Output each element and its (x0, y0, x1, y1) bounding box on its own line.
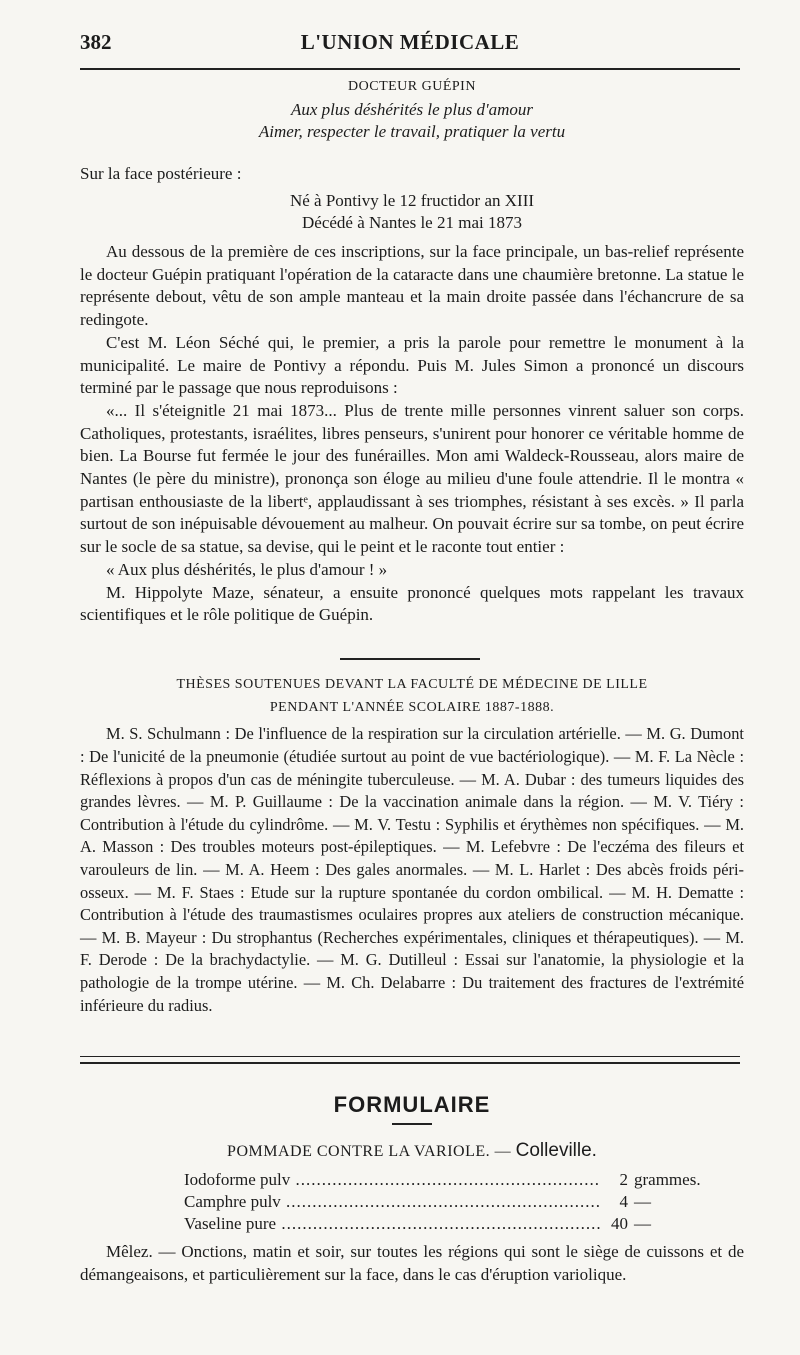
recipe-instructions: Mêlez. — Onctions, matin et soir, sur toutes les régions qui sont le siège de cuissons et de démangeaisons, et particulièrement sur la face, dans le cas d'éruption variolique. (80, 1242, 744, 1285)
formulaire-rule (392, 1123, 432, 1125)
recipe-heading (80, 1139, 744, 1164)
theses-heading-1: THÈSES SOUTENUES DEVANT LA FACULTÉ DE MÉDECINE DE LILLE (176, 677, 648, 692)
paragraph-maze: M. Hippolyte Maze, sénateur, a ensuite prononcé quelques mots rappelant les travaux scientifiques et le rôle politique de Guépin. (80, 582, 744, 625)
ingredient-name: Camphre pulv ..... (184, 1191, 600, 1213)
header-rule (80, 68, 740, 70)
paragraph-bas-relief: Au dessous de la première de ces inscriptions, sur la face principale, un bas-relief représente le docteur Guépin pratiquant l'opération de la cataracte dans une chaumière bretonne. La statue le représente debout, vêtu de son ample manteau et la main droite passée dans l'échancrure de sa redingote. (80, 242, 744, 330)
article-body (80, 241, 744, 627)
ingredient-row (184, 1191, 724, 1213)
formulaire-section (80, 1094, 744, 1287)
inscription-back-label: Sur la face postérieure : (80, 164, 242, 183)
ingredient-row (184, 1213, 724, 1235)
running-header (80, 30, 740, 64)
ingredient-unit: — (634, 1192, 651, 1212)
double-rule-top (80, 1056, 740, 1057)
page-number: 382 (80, 30, 112, 54)
ingredient-list (184, 1169, 724, 1235)
ingredient-row (184, 1169, 724, 1191)
double-rule-bottom (80, 1062, 740, 1064)
ingredient-unit: — (634, 1214, 651, 1234)
ingredient-name: Iodoforme pulv ..... (184, 1169, 600, 1191)
theses-section (80, 674, 744, 1017)
inscription-front (80, 76, 744, 144)
recipe-author: Colleville. (515, 1139, 597, 1161)
paragraph-ceremony: C'est M. Léon Séché qui, le premier, a pris la parole pour remettre le monument à la municipalité. Le maire de Pontivy a répondu. Puis M. Jules Simon a prononcé un discours terminé par le passage que nous reproduisons : (80, 332, 744, 398)
inscription-birth: Né à Pontivy le 12 fructidor an XIII (289, 190, 535, 210)
theses-heading-2: PENDANT L'ANNÉE SCOLAIRE 1887-1888. (269, 699, 555, 715)
journal-title: L'UNION MÉDICALE (300, 30, 520, 54)
inscription-death: Décédé à Nantes le 21 mai 1873 (302, 213, 522, 233)
paragraph-motto-quote: « Aux plus déshérités, le plus d'amour ! » (106, 559, 388, 579)
inscription-motto-2: Aimer, respecter le travail, pratiquer la vertu (258, 122, 566, 142)
inscription-motto-1: Aux plus déshérités le plus d'amour (290, 99, 534, 119)
paragraph-speech: «... Il s'éteignitle 21 mai 1873... Plus de trente mille personnes vinrent saluer son corps. Catholiques, protestants, israélites, libres penseurs, s'unirent pour honorer ce véritable homme de bien. La Bourse fut fermée le jour des funérailles. Mon ami Waldeck-Rousseau, alors maire de Nantes (le père du ministre), prononça son éloge au milieu d'une foule attendrie. Il le montra « partisan enthousiaste de la libertᵉ, applaudissant à ses triomphes, résistant à ses excès. » Il parla surtout de son inépuisable dévouement au malheur. On pouvait écrire sur sa tombe, on peut écrire sur le socle de sa statue, sa devise, qui le peint et le raconte tout entier : (80, 400, 744, 557)
ingredient-qty: 40 (611, 1214, 628, 1234)
inscription-name: DOCTEUR GUÉPIN (348, 79, 476, 94)
recipe-title: POMMADE CONTRE LA VARIOLE. — (227, 1142, 512, 1160)
inscription-back (80, 163, 744, 235)
ingredient-unit: grammes. (634, 1170, 701, 1190)
ingredient-qty: 4 (619, 1192, 628, 1212)
theses-list: M. S. Schulmann : De l'influence de la respiration sur la circulation artérielle. — M. G. Dumont : De l'unicité de la pneumonie (étudiée surtout au point de vue bactériologique). — M. F. La Nècle : Réflexions à propos d'un cas de méningite tuberculeuse. — M. A. Dubar : des tumeurs liquides des grandes lèvres. — M. P. Guillaume : De la vaccination animale dans la région. — M. V. Tiéry : Contribution à l'étude du cylindrôme. — M. V. Testu : Syphilis et érythèmes non spécifiques. — M. A. Masson : Des troubles moteurs post-épileptiques. — M. Lefebvre : De l'eczéma des fileurs et varouleurs de lin. — M. A. Heem : Des gales anormales. — M. L. Harlet : Des abcès froids péri-osseux. — M. F. Staes : Etude sur la rupture spontanée du cordon ombilical. — M. H. Dematte : Contribution à l'étude des traumastismes oculaires propres aux ateliers de construction mécanique. — M. B. Mayeur : Du strophantus (Recherches expérimentales, cliniques et thérapeutiques). — M. F. Derode : De la brachydactylie. — M. G. Dutilleul : Essai sur l'anatomie, la physiologie et la pathologie de la trompe utérine. — M. Ch. Delabarre : Du traitement des fractures de l'extrémité inférieure du radius. (80, 724, 744, 1015)
ingredient-qty: 2 (619, 1170, 628, 1190)
formulaire-title: FORMULAIRE (333, 1092, 491, 1117)
ingredient-name: Vaseline pure ..... (184, 1213, 600, 1235)
section-divider (340, 658, 480, 660)
